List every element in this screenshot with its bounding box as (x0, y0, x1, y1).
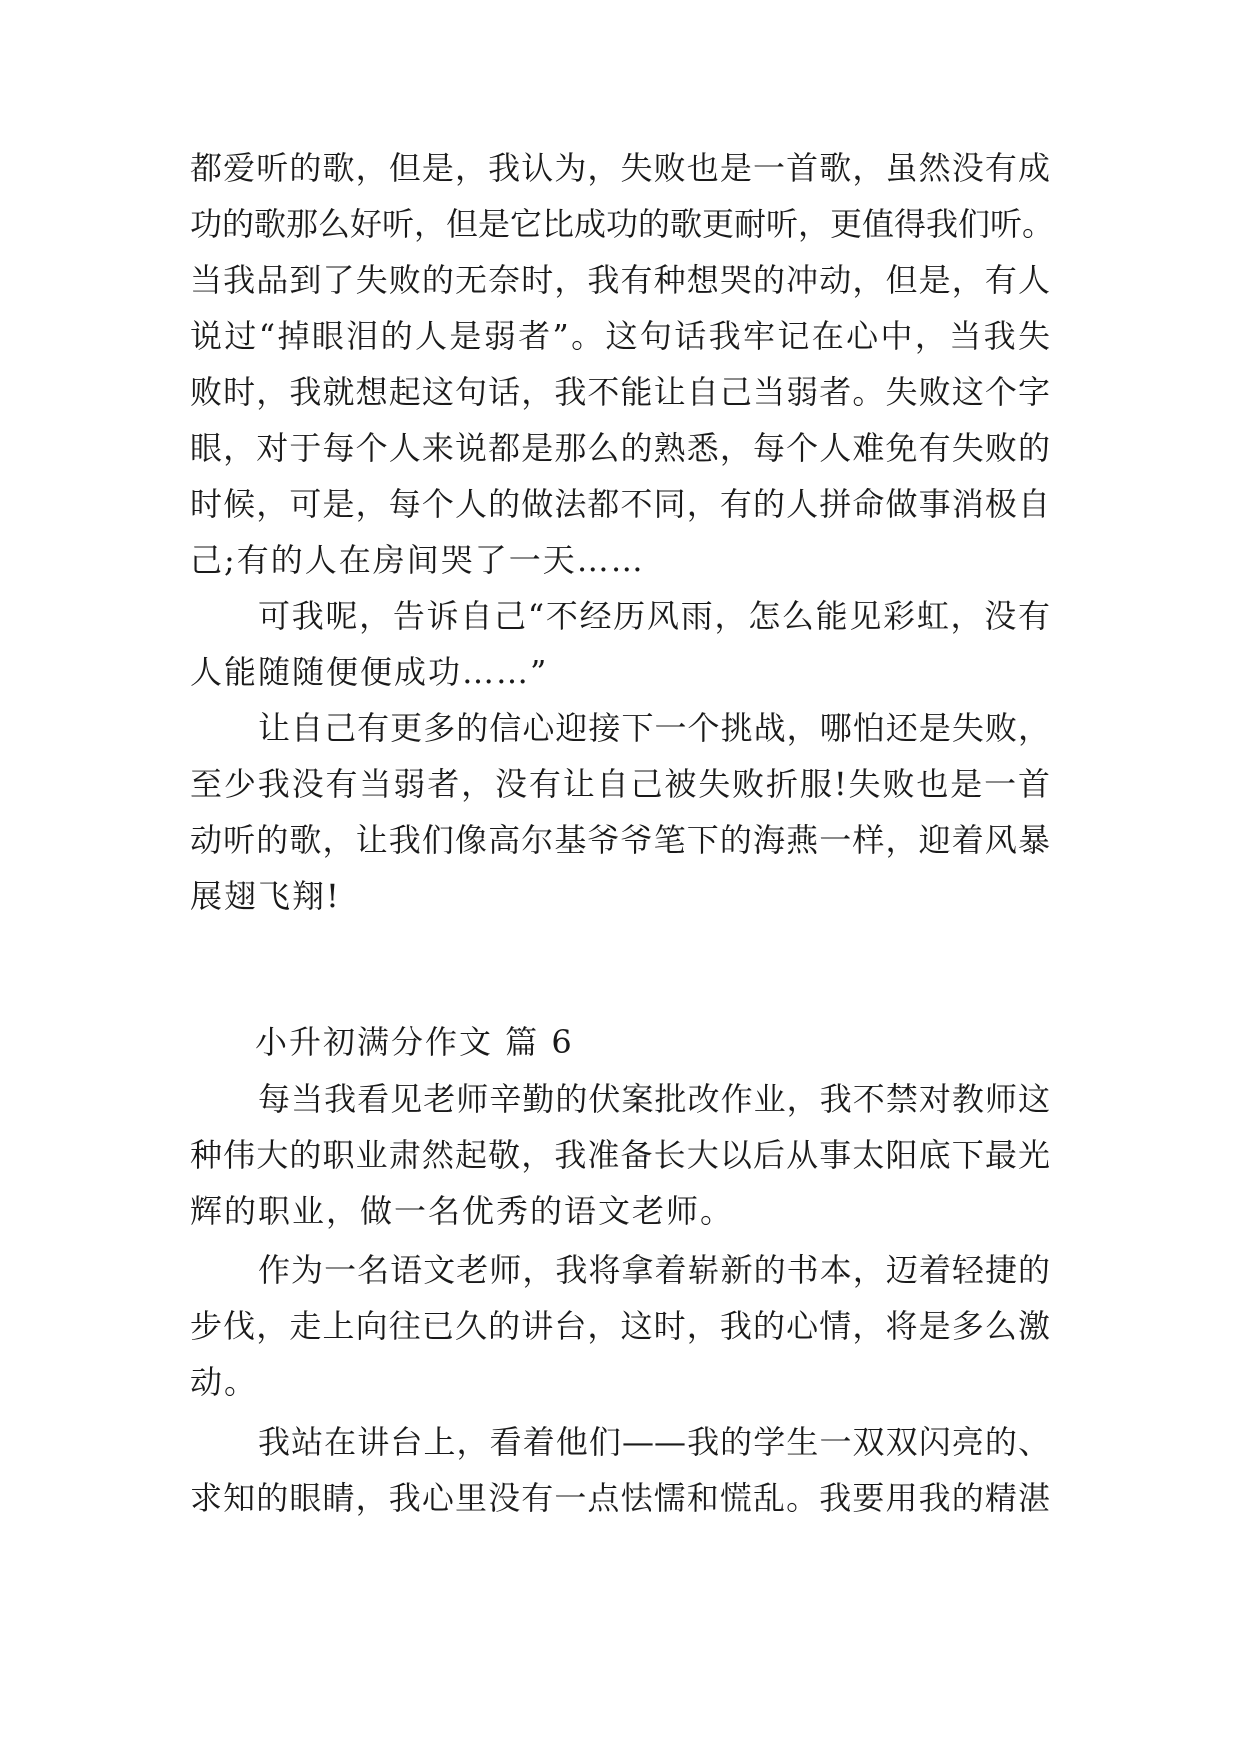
text-line: 种伟大的职业肃然起敬，我准备长大以后从事太阳底下最光 (190, 1136, 1050, 1174)
text-line: 败时，我就想起这句话，我不能让自己当弱者。失败这个字 (190, 373, 1050, 411)
text-line: 求知的眼睛，我心里没有一点怯懦和慌乱。我要用我的精湛 (190, 1479, 1050, 1517)
text-line: 辉的职业，做一名优秀的语文老师。 (190, 1192, 735, 1230)
text-line: 当我品到了失败的无奈时，我有种想哭的冲动，但是，有人 (190, 261, 1050, 299)
text-line: 都爱听的歌，但是，我认为，失败也是一首歌，虽然没有成 (190, 149, 1050, 187)
text-line: 我站在讲台上，看着他们——我的学生一双双闪亮的、 (258, 1423, 1050, 1461)
section-heading: 小升初满分作文 篇 6 (255, 1023, 574, 1061)
text-line: 展翅飞翔! (190, 877, 341, 915)
text-line: 时候，可是，每个人的做法都不同，有的人拼命做事消极自 (190, 485, 1050, 523)
text-line: 眼，对于每个人来说都是那么的熟悉，每个人难免有失败的 (190, 429, 1050, 467)
text-line: 说过“掉眼泪的人是弱者”。这句话我牢记在心中，当我失 (190, 317, 1050, 355)
text-line: 让自己有更多的信心迎接下一个挑战，哪怕还是失败， (258, 709, 1050, 747)
text-line: 步伐，走上向往已久的讲台，这时，我的心情，将是多么激 (190, 1307, 1050, 1345)
text-line: 动听的歌，让我们像高尔基爷爷笔下的海燕一样，迎着风暴 (190, 821, 1050, 859)
text-line: 己;有的人在房间哭了一天…… (190, 541, 645, 579)
text-line: 作为一名语文老师，我将拿着崭新的书本，迈着轻捷的 (258, 1251, 1050, 1289)
text-line: 动。 (190, 1363, 259, 1401)
text-line: 可我呢，告诉自己“不经历风雨，怎么能见彩虹，没有 (258, 597, 1050, 635)
text-line: 每当我看见老师辛勤的伏案批改作业，我不禁对教师这 (258, 1080, 1050, 1118)
text-line: 至少我没有当弱者，没有让自己被失败折服!失败也是一首 (190, 765, 1050, 803)
text-line: 人能随随便便成功……” (190, 653, 549, 691)
text-line: 功的歌那么好听，但是它比成功的歌更耐听，更值得我们听。 (190, 205, 1055, 243)
